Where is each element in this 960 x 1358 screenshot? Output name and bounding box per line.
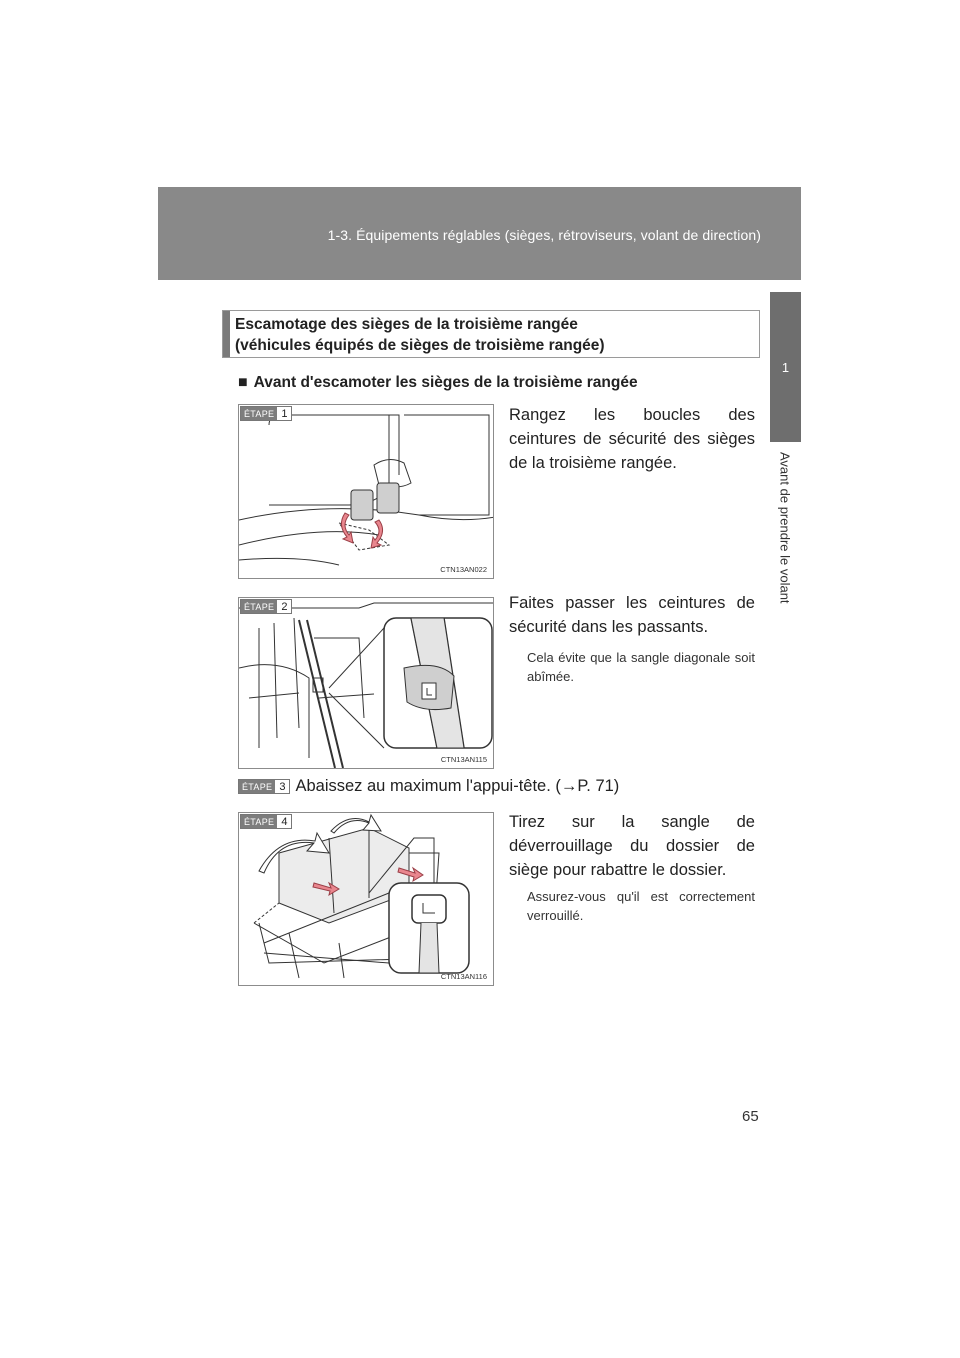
square-bullet-icon: ■	[238, 374, 248, 391]
figure-code: CTN13AN116	[440, 972, 487, 981]
chapter-tab-number: 1	[781, 359, 790, 375]
chapter-header	[158, 187, 801, 280]
step3-badge	[238, 779, 290, 794]
section-title-line1: Escamotage des sièges de la troisième rangée	[235, 316, 578, 333]
section-title-line2: (véhicules équipés de sièges de troisième rangée)	[235, 337, 605, 354]
section-title-bar	[223, 311, 230, 357]
step2-figure	[238, 597, 494, 769]
chapter-side-label: Avant de prendre le volant	[777, 452, 793, 604]
step3-row	[238, 777, 619, 796]
step-badge-label: ÉTAPE	[241, 815, 277, 828]
figure-code: CTN13AN022	[440, 565, 487, 574]
page-number: 65	[742, 1108, 759, 1125]
chapter-title: 1-3. Équipements réglables (sièges, rétroviseurs, volant de direction)	[327, 227, 761, 243]
belt-guide-illustration	[239, 598, 494, 769]
step-badge-number: 1	[281, 408, 288, 420]
figure-code: CTN13AN115	[440, 755, 487, 764]
step1-figure	[238, 404, 494, 579]
section-title-box	[222, 310, 760, 358]
step2-text: Faites passer les ceintures de sécurité dans les passants.	[509, 594, 755, 636]
step-badge-number: 4	[281, 816, 288, 828]
seat-fold-illustration	[239, 813, 494, 986]
step4-badge	[240, 814, 292, 829]
step-badge-label: ÉTAPE	[241, 600, 277, 613]
step-badge-number: 3	[279, 781, 286, 793]
subheading-text: Avant d'escamoter les sièges de la troisième rangée	[253, 374, 638, 391]
subheading	[238, 374, 638, 392]
step2-note: Cela évite que la sangle diagonale soit abîmée.	[527, 650, 755, 684]
step-badge-label: ÉTAPE	[241, 407, 277, 420]
step2-badge	[240, 599, 292, 614]
step1-text: Rangez les boucles des ceintures de sécurité des sièges de la troisième rangée.	[509, 406, 755, 472]
step1-badge	[240, 406, 292, 421]
step-badge-number: 2	[281, 601, 288, 613]
step-badge-label: ÉTAPE	[239, 780, 275, 793]
chapter-tab	[770, 292, 801, 442]
step4-note: Assurez-vous qu'il est correctement verrouillé.	[527, 889, 755, 923]
seat-buckle-illustration	[239, 405, 494, 579]
step4-figure	[238, 812, 494, 986]
step4-text: Tirez sur la sangle de déverrouillage du dossier de siège pour rabattre le dossier.	[509, 813, 755, 879]
step3-text: Abaissez au maximum l'appui-tête. (→P. 71)	[295, 777, 620, 795]
